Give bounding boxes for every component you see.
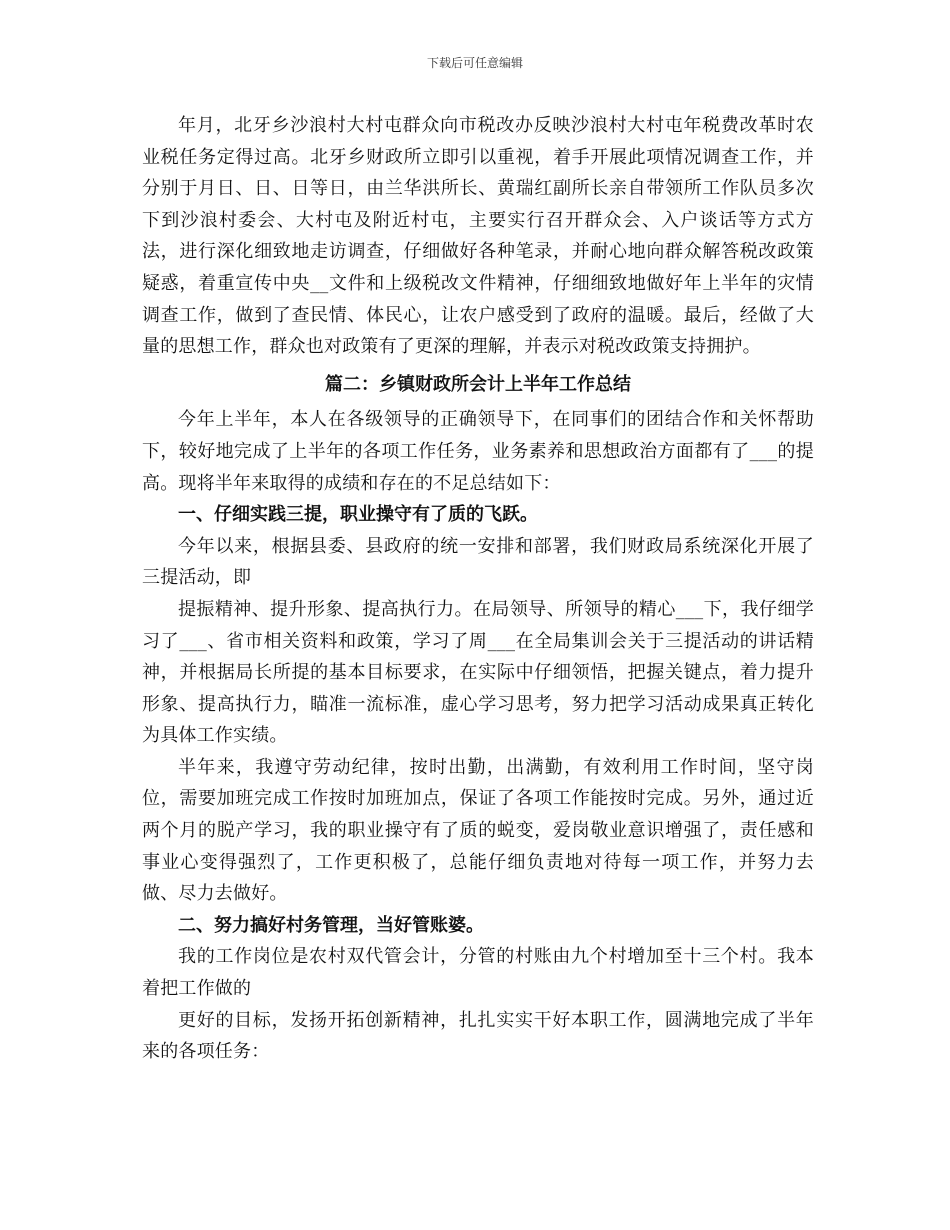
paragraph-goals: 更好的目标，发扬开拓创新精神，扎扎实实干好本职工作，圆满地完成了半年来的各项任务： [142,1009,814,1063]
paragraph-three-activities: 今年以来，根据县委、县政府的统一安排和部署，我们财政局系统深化开展了三提活动，即 [142,535,814,589]
paragraph-discipline: 半年来，我遵守劳动纪律，按时出勤，出满勤，有效利用工作时间，坚守岗位，需要加班完成工作按时加班加点，保证了各项工作能按时完成。另外，通过近两个月的脱产学习，我的职业操守有了质的蜕变，爱岗敬业意识增强了，责任感和事业心变得强烈了，工作更积极了，总能仔细负责地对待每一项工作，并努力去做、尽力去做好。 [142,756,814,905]
paragraph-intro: 今年上半年，本人在各级领导的正确领导下，在同事们的团结合作和关怀帮助下，较好地完成了上半年的各项工作任务，业务素养和思想政治方面都有了___的提高。现将半年来取得的成绩和存在的不足总结如下： [142,409,814,494]
subheading-two: 二、努力搞好村务管理，当好管账婆。 [178,914,484,936]
paragraph-survey: 年月，北牙乡沙浪村大村屯群众向市税改办反映沙浪村大村屯年税费改革时农业税任务定得过高。北牙乡财政所立即引以重视，着手开展此项情况调查工作，并分别于月日、日、日等日，由兰华洪所长、黄瑞红副所长亲自带领所工作队员多次下到沙浪村委会、大村屯及附近村屯，主要实行召开群众会、入户谈话等方式方法，进行深化细致地走访调查，仔细做好各种笔录，并耐心地向群众解答税改政策疑惑，着重宣传中央__文件和上级税改文件精神，仔细细致地做好年上半年的灾情调查工作，做到了查民情、体民心，让农户感受到了政府的温暖。最后，经做了大量的思想工作，群众也对政策有了更深的理解，并表示对税改政策支持拥护。 [142,115,814,358]
paragraph-study: 提振精神、提升形象、提高执行力。在局领导、所领导的精心___下，我仔细学习了___、省市相关资料和政策，学习了周___在全局集训会关于三提活动的讲话精神，并根据局长所提的基本目标要求，在实际中仔细领悟，把握关键点，着力提升形象、提高执行力，瞄准一流标准，虚心学习思考，努力把学习活动成果真正转化为具体工作实绩。 [142,598,814,747]
paragraph-position: 我的工作岗位是农村双代管会计，分管的村账由九个村增加至十三个村。我本着把工作做的 [142,946,814,1000]
section-title: 篇二：乡镇财政所会计上半年工作总结 [325,373,631,395]
subheading-one: 一、仔细实践三提，职业操守有了质的飞跃。 [178,504,538,526]
page-header-note: 下载后可任意编辑 [426,56,523,70]
document-body [142,110,814,1068]
